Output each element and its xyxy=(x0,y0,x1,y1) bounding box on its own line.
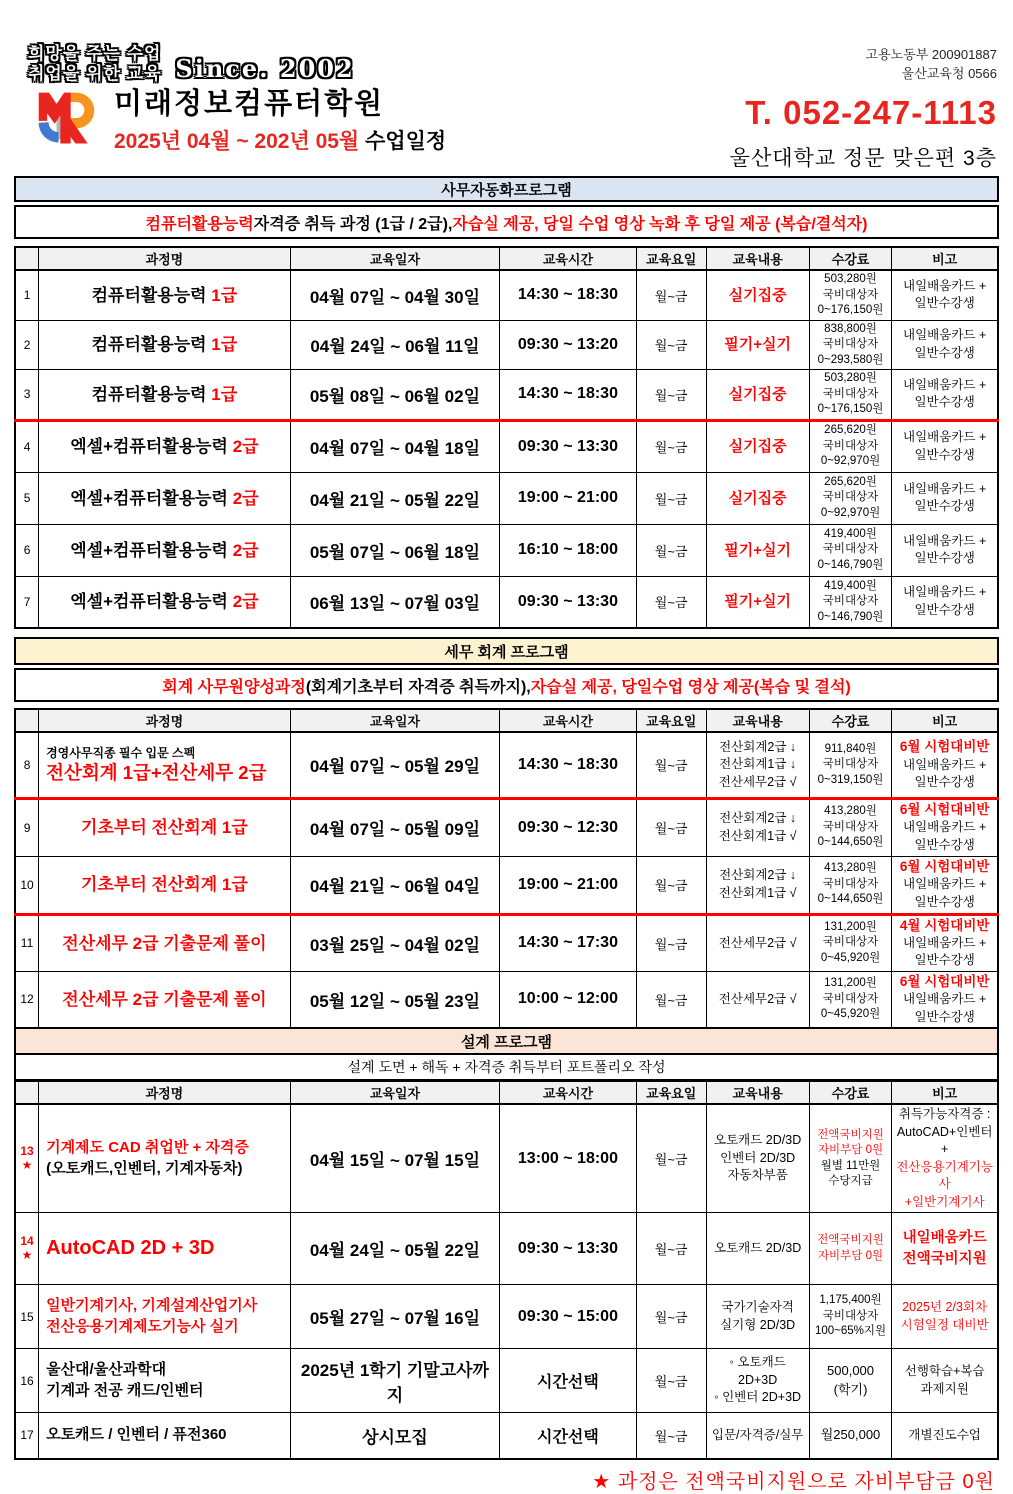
cell-date: 2025년 1학기 기말고사까지 xyxy=(290,1349,499,1413)
cell-days: 월~금 xyxy=(636,270,706,320)
cell-date: 04월 21일 ~ 05월 22일 xyxy=(290,472,499,524)
column-header: 교육시간 xyxy=(500,1082,637,1105)
cell-course-name: 울산대/울산과학대 기계과 전공 캐드/인벤터 xyxy=(39,1349,291,1413)
cell-row-number: 14 ★ xyxy=(15,1213,39,1285)
cell-fee: 419,400원 국비대상자 0~146,790원 xyxy=(809,576,892,628)
cell-content: 오토캐드 2D/3D 인벤터 2D/3D 자동차부품 xyxy=(706,1104,809,1213)
cell-content: 실기집중 xyxy=(706,472,809,524)
footer-note: ★ 과정은 전액국비지원으로 자비부담금 0원 xyxy=(592,1470,995,1493)
cell-time: 14:30 ~ 17:30 xyxy=(500,914,637,971)
cell-row-number: 11 xyxy=(15,914,39,971)
cell-fee: 500,000 (학기) xyxy=(809,1349,892,1413)
cell-row-number: 6 xyxy=(15,524,39,576)
registration-education: 울산교육청 0566 xyxy=(901,65,997,81)
cell-row-number: 1 xyxy=(15,270,39,320)
cell-course-name: AutoCAD 2D + 3D xyxy=(39,1213,291,1285)
academy-logo-icon xyxy=(28,87,104,156)
cell-fee: 503,280원 국비대상자 0~176,150원 xyxy=(809,270,892,320)
cell-course-name: 컴퓨터활용능력 1급 xyxy=(39,370,291,421)
cell-time: 09:30 ~ 13:30 xyxy=(500,420,637,472)
cell-content: 전산회계2급 ↓ 전산회계1급 √ xyxy=(706,856,809,914)
cell-course-name: 기계제도 CAD 취업반 + 자격증 (오토캐드,인벤터, 기계자동차) xyxy=(39,1104,291,1213)
cell-days: 월~금 xyxy=(636,914,706,971)
cell-time: 09:30 ~ 13:20 xyxy=(500,320,637,370)
course-row xyxy=(15,1349,998,1413)
column-header: 수강료 xyxy=(809,1082,892,1105)
cell-row-number: 10 xyxy=(15,856,39,914)
cell-row-number: 7 xyxy=(15,576,39,628)
cell-remark: 2025년 2/3회차 시험일정 대비반 xyxy=(892,1285,998,1349)
schedule-period xyxy=(114,125,446,155)
cell-course-name: 일반기계기사, 기계설계산업기사 전산응용기계제도기능사 실기 xyxy=(39,1285,291,1349)
section-title-band: 사무자동화프로그램 xyxy=(14,176,999,202)
cell-days: 월~금 xyxy=(636,798,706,856)
cell-fee: 1,175,400원 국비대상자 100~65%지원 xyxy=(809,1285,892,1349)
cell-remark: 4월 시험대비반 내일배움카드 + 일반수강생 xyxy=(892,914,998,971)
cell-remark: 개별진도수업 xyxy=(892,1413,998,1459)
course-row xyxy=(15,576,998,628)
cell-date: 05월 07일 ~ 06월 18일 xyxy=(290,524,499,576)
cell-days: 월~금 xyxy=(636,971,706,1028)
column-header: 비고 xyxy=(892,247,998,270)
cell-days: 월~금 xyxy=(636,472,706,524)
cell-content: 국가기술자격 실기형 2D/3D xyxy=(706,1285,809,1349)
cell-time: 09:30 ~ 15:00 xyxy=(500,1285,637,1349)
cell-time: 13:00 ~ 18:00 xyxy=(500,1104,637,1213)
column-header: 교육내용 xyxy=(706,1082,809,1105)
cell-date: 04월 07일 ~ 04월 30일 xyxy=(290,270,499,320)
cell-remark: 내일배움카드 + 일반수강생 xyxy=(892,370,998,421)
cell-course-name: 기초부터 전산회계 1급 xyxy=(39,856,291,914)
cell-course-name: 오토캐드 / 인벤터 / 퓨전360 xyxy=(39,1413,291,1459)
cell-row-number: 4 xyxy=(15,420,39,472)
cell-fee: 131,200원 국비대상자 0~45,920원 xyxy=(809,914,892,971)
course-row xyxy=(15,971,998,1028)
cell-time: 19:00 ~ 21:00 xyxy=(500,856,637,914)
course-row xyxy=(15,270,998,320)
course-row xyxy=(15,914,998,971)
cell-days: 월~금 xyxy=(636,524,706,576)
cell-row-number: 9 xyxy=(15,798,39,856)
course-row xyxy=(15,1285,998,1349)
cell-fee: 265,620원 국비대상자 0~92,970원 xyxy=(809,472,892,524)
cell-date: 04월 21일 ~ 06월 04일 xyxy=(290,856,499,914)
cell-row-number: 15 xyxy=(15,1285,39,1349)
cell-date: 04월 24일 ~ 06월 11일 xyxy=(290,320,499,370)
column-header: 교육요일 xyxy=(636,709,706,732)
column-header: 교육시간 xyxy=(500,247,637,270)
cell-remark: 선행학습+복습 과제지원 xyxy=(892,1349,998,1413)
cell-content: 필기+실기 xyxy=(706,576,809,628)
cell-row-number: 16 xyxy=(15,1349,39,1413)
cell-remark: 6월 시험대비반 내일배움카드 + 일반수강생 xyxy=(892,732,998,798)
cell-remark: 6월 시험대비반 내일배움카드 + 일반수강생 xyxy=(892,856,998,914)
cell-date: 06월 13일 ~ 07월 03일 xyxy=(290,576,499,628)
period-suffix: 수업일정 xyxy=(359,129,447,153)
cell-days: 월~금 xyxy=(636,856,706,914)
course-row xyxy=(15,732,998,798)
cell-fee: 413,280원 국비대상자 0~144,650원 xyxy=(809,856,892,914)
cell-remark: 6월 시험대비반 내일배움카드 + 일반수강생 xyxy=(892,971,998,1028)
cell-row-number: 3 xyxy=(15,370,39,421)
academy-name: 미래정보컴퓨터학원 xyxy=(114,87,385,120)
cell-time: 16:10 ~ 18:00 xyxy=(500,524,637,576)
cell-fee: 131,200원 국비대상자 0~45,920원 xyxy=(809,971,892,1028)
cell-row-number: 13 ★ xyxy=(15,1104,39,1213)
cell-time: 09:30 ~ 13:30 xyxy=(500,1213,637,1285)
cell-time: 14:30 ~ 18:30 xyxy=(500,270,637,320)
cell-date: 04월 15일 ~ 07월 15일 xyxy=(290,1104,499,1213)
cell-days: 월~금 xyxy=(636,732,706,798)
cell-content: 필기+실기 xyxy=(706,320,809,370)
cell-days: 월~금 xyxy=(636,320,706,370)
section-subtitle: 컴퓨터활용능력 자격증 취득 과정 (1급 / 2급), 자습실 제공, 당일 수업 영상 녹화 후 당일 제공 (복습/결석자) xyxy=(14,205,999,239)
column-header: 과정명 xyxy=(39,709,291,732)
cell-remark: 내일배움카드 + 일반수강생 xyxy=(892,320,998,370)
course-row xyxy=(15,798,998,856)
course-row xyxy=(15,1413,998,1459)
cell-fee: 265,620원 국비대상자 0~92,970원 xyxy=(809,420,892,472)
cell-course-name: 엑셀+컴퓨터활용능력 2급 xyxy=(39,524,291,576)
cell-fee: 503,280원 국비대상자 0~176,150원 xyxy=(809,370,892,421)
column-header-empty xyxy=(15,1082,39,1105)
cell-days: 월~금 xyxy=(636,420,706,472)
cell-days: 월~금 xyxy=(636,576,706,628)
cell-date: 05월 08일 ~ 06월 02일 xyxy=(290,370,499,421)
period-dates: 2025년 04월 ~ 202년 05월 xyxy=(114,129,360,153)
cell-course-name: 컴퓨터활용능력 1급 xyxy=(39,270,291,320)
cell-remark: 내일배움카드 + 일반수강생 xyxy=(892,524,998,576)
cell-date: 04월 24일 ~ 05월 22일 xyxy=(290,1213,499,1285)
section-tax-accounting xyxy=(14,637,999,1029)
cell-time: 19:00 ~ 21:00 xyxy=(500,472,637,524)
section-subtitle: 회계 사무원양성과정 (회계기초부터 자격증 취득까지), 자습실 제공, 당일수업 영상 제공(복습 및 결석) xyxy=(14,668,999,702)
cell-course-name: 전산세무 2급 기출문제 풀이 xyxy=(39,914,291,971)
fully-funded-star-icon: ★ xyxy=(21,1247,33,1262)
cell-content: 실기집중 xyxy=(706,270,809,320)
cell-fee: 419,400원 국비대상자 0~146,790원 xyxy=(809,524,892,576)
cell-content: 오토캐드 2D/3D xyxy=(706,1213,809,1285)
cell-content: 실기집중 xyxy=(706,420,809,472)
cell-content: 전산회계2급 ↓ 전산회계1급 ↓ 전산세무2급 √ xyxy=(706,732,809,798)
cell-date: 04월 07일 ~ 05월 29일 xyxy=(290,732,499,798)
column-header: 교육일자 xyxy=(290,1082,499,1105)
column-header: 교육요일 xyxy=(636,1082,706,1105)
column-header-empty xyxy=(15,709,39,732)
cell-date: 03월 25일 ~ 04월 02일 xyxy=(290,914,499,971)
cell-time: 09:30 ~ 13:30 xyxy=(500,576,637,628)
section-title-band: 설계 프로그램 xyxy=(14,1029,999,1055)
column-header: 교육일자 xyxy=(290,709,499,732)
column-header: 비고 xyxy=(892,1082,998,1105)
slogan-line1: 희망을 주는 수업 xyxy=(28,44,162,63)
course-row xyxy=(15,420,998,472)
course-row xyxy=(15,856,998,914)
cell-remark: 내일배움카드 + 일반수강생 xyxy=(892,270,998,320)
cell-course-name: 엑셀+컴퓨터활용능력 2급 xyxy=(39,472,291,524)
cell-content: 전산세무2급 √ xyxy=(706,914,809,971)
course-row xyxy=(15,472,998,524)
phone-number: T. 052-247-1113 xyxy=(745,93,997,131)
cell-course-name: 컴퓨터활용능력 1급 xyxy=(39,320,291,370)
cell-days: 월~금 xyxy=(636,1413,706,1459)
cell-date: 04월 07일 ~ 04월 18일 xyxy=(290,420,499,472)
section-design xyxy=(14,1029,999,1460)
cell-days: 월~금 xyxy=(636,1349,706,1413)
course-row xyxy=(15,370,998,421)
cell-fee: 전액국비지원 자비부담 0원 월별 11만원 수당지급 xyxy=(809,1104,892,1213)
cell-date: 상시모집 xyxy=(290,1413,499,1459)
column-header: 과정명 xyxy=(39,247,291,270)
fully-funded-star-icon: ★ xyxy=(21,1157,33,1172)
column-header: 수강료 xyxy=(809,247,892,270)
cell-row-number: 17 xyxy=(15,1413,39,1459)
cell-remark: 내일배움카드 + 일반수강생 xyxy=(892,420,998,472)
cell-fee: 838,800원 국비대상자 0~293,580원 xyxy=(809,320,892,370)
cell-days: 월~금 xyxy=(636,1285,706,1349)
registration-labor: 고용노동부 200901887 xyxy=(865,47,997,62)
column-header-empty xyxy=(15,247,39,270)
course-row xyxy=(15,524,998,576)
header-left xyxy=(14,44,446,168)
cell-remark: 내일배움카드 전액국비지원 xyxy=(892,1213,998,1285)
cell-remark: 내일배움카드 + 일반수강생 xyxy=(892,472,998,524)
cell-remark: 6월 시험대비반 내일배움카드 + 일반수강생 xyxy=(892,798,998,856)
course-table-design xyxy=(14,1081,999,1460)
cell-days: 월~금 xyxy=(636,1104,706,1213)
course-row xyxy=(15,320,998,370)
column-header: 과정명 xyxy=(39,1082,291,1105)
column-header: 교육일자 xyxy=(290,247,499,270)
page-header xyxy=(14,44,999,168)
cell-time: 10:00 ~ 12:00 xyxy=(500,971,637,1028)
cell-course-name: 전산세무 2급 기출문제 풀이 xyxy=(39,971,291,1028)
column-header: 교육시간 xyxy=(500,709,637,732)
section-title-band: 세무 회계 프로그램 xyxy=(14,637,999,665)
column-header: 교육내용 xyxy=(706,247,809,270)
cell-days: 월~금 xyxy=(636,370,706,421)
cell-remark: 내일배움카드 + 일반수강생 xyxy=(892,576,998,628)
cell-course-name: 엑셀+컴퓨터활용능력 2급 xyxy=(39,420,291,472)
cell-remark: 취득가능자격증 : AutoCAD+인벤터+ 전산응용기계기능사 +일반기계기사 xyxy=(892,1104,998,1213)
section-subtitle: 설계 도면 + 해독 + 자격증 취득부터 포트폴리오 작성 xyxy=(14,1055,999,1081)
slogan-line2: 취업을 위한 교육 xyxy=(28,63,162,83)
header-right xyxy=(730,44,999,168)
cell-date: 04월 07일 ~ 05월 09일 xyxy=(290,798,499,856)
cell-fee: 413,280원 국비대상자 0~144,650원 xyxy=(809,798,892,856)
course-table-tax xyxy=(14,708,999,1029)
course-table-office xyxy=(14,246,999,629)
column-header: 비고 xyxy=(892,709,998,732)
cell-content: 필기+실기 xyxy=(706,524,809,576)
cell-row-number: 8 xyxy=(15,732,39,798)
cell-fee: 월250,000 xyxy=(809,1413,892,1459)
cell-content: ◦ 오토캐드 2D+3D ◦ 인벤터 2D+3D xyxy=(706,1349,809,1413)
cell-course-name: 기초부터 전산회계 1급 xyxy=(39,798,291,856)
section-office-automation xyxy=(14,176,999,629)
cell-fee: 전액국비지원 자비부담 0원 xyxy=(809,1213,892,1285)
cell-time: 14:30 ~ 18:30 xyxy=(500,370,637,421)
cell-time: 09:30 ~ 12:30 xyxy=(500,798,637,856)
cell-days: 월~금 xyxy=(636,1213,706,1285)
cell-row-number: 5 xyxy=(15,472,39,524)
column-header: 교육내용 xyxy=(706,709,809,732)
cell-row-number: 12 xyxy=(15,971,39,1028)
slogan xyxy=(28,44,161,83)
cell-content: 실기집중 xyxy=(706,370,809,421)
address: 울산대학교 정문 맞은편 3층 xyxy=(729,146,997,170)
cell-date: 05월 27일 ~ 07월 16일 xyxy=(290,1285,499,1349)
cell-row-number: 2 xyxy=(15,320,39,370)
cell-content: 입문/자격증/실무 xyxy=(706,1413,809,1459)
cell-date: 05월 12일 ~ 05월 23일 xyxy=(290,971,499,1028)
course-row xyxy=(15,1213,998,1285)
cell-fee: 911,840원 국비대상자 0~319,150원 xyxy=(809,732,892,798)
cell-content: 전산회계2급 ↓ 전산회계1급 √ xyxy=(706,798,809,856)
cell-content: 전산세무2급 √ xyxy=(706,971,809,1028)
column-header: 수강료 xyxy=(809,709,892,732)
course-row xyxy=(15,1104,998,1213)
cell-time: 14:30 ~ 18:30 xyxy=(500,732,637,798)
cell-course-name: 경영사무직종 필수 입문 스펙 전산회계 1급+전산세무 2급 xyxy=(39,732,291,798)
cell-time: 시간선택 xyxy=(500,1413,637,1459)
column-header: 교육요일 xyxy=(636,247,706,270)
cell-course-name: 엑셀+컴퓨터활용능력 2급 xyxy=(39,576,291,628)
cell-time: 시간선택 xyxy=(500,1349,637,1413)
since-text: Since. 2002 xyxy=(175,54,355,84)
